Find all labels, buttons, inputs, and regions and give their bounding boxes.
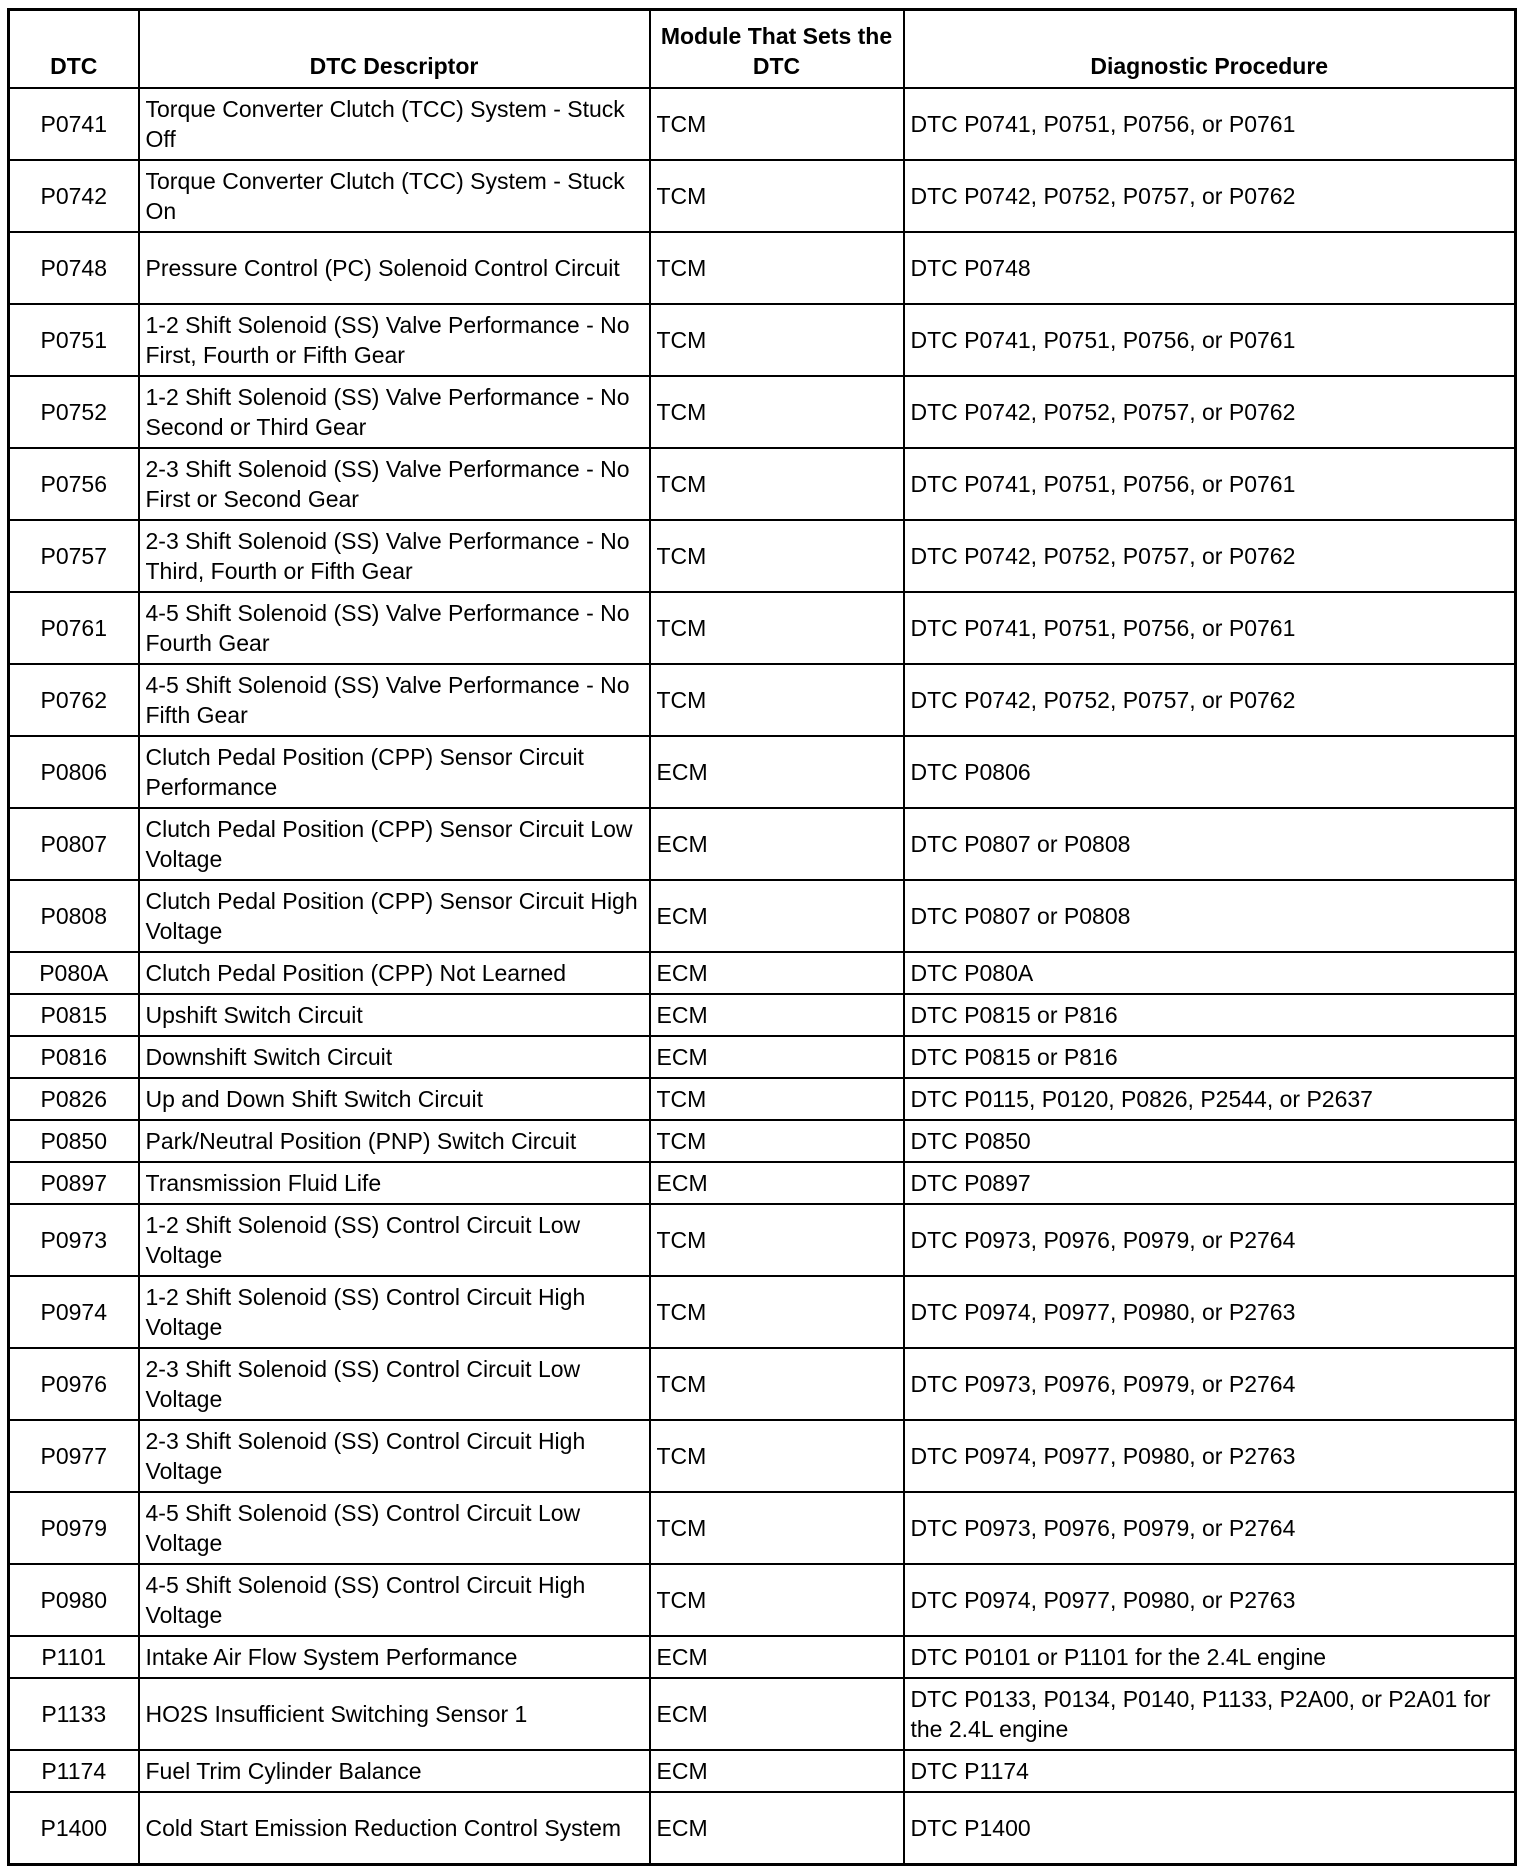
cell-module: TCM	[650, 88, 904, 160]
cell-module: TCM	[650, 160, 904, 232]
cell-descriptor: 2-3 Shift Solenoid (SS) Valve Performance - No Third, Fourth or Fifth Gear	[139, 520, 650, 592]
cell-module: ECM	[650, 1678, 904, 1750]
cell-procedure: DTC P0973, P0976, P0979, or P2764	[904, 1492, 1516, 1564]
cell-dtc: P0808	[9, 880, 139, 952]
table-header-row	[9, 10, 1516, 89]
cell-descriptor: 1-2 Shift Solenoid (SS) Valve Performance - No Second or Third Gear	[139, 376, 650, 448]
cell-dtc: P0816	[9, 1036, 139, 1078]
cell-procedure: DTC P0897	[904, 1162, 1516, 1204]
cell-module: TCM	[650, 1276, 904, 1348]
cell-module: TCM	[650, 232, 904, 304]
cell-descriptor: HO2S Insufficient Switching Sensor 1	[139, 1678, 650, 1750]
cell-descriptor: Downshift Switch Circuit	[139, 1036, 650, 1078]
cell-procedure: DTC P0741, P0751, P0756, or P0761	[904, 448, 1516, 520]
cell-module: TCM	[650, 1078, 904, 1120]
cell-descriptor: Upshift Switch Circuit	[139, 994, 650, 1036]
cell-module: ECM	[650, 1636, 904, 1678]
cell-module: ECM	[650, 808, 904, 880]
cell-procedure: DTC P0115, P0120, P0826, P2544, or P2637	[904, 1078, 1516, 1120]
cell-descriptor: 1-2 Shift Solenoid (SS) Valve Performance - No First, Fourth or Fifth Gear	[139, 304, 650, 376]
cell-procedure: DTC P0133, P0134, P0140, P1133, P2A00, or P2A01 for the 2.4L engine	[904, 1678, 1516, 1750]
table-row	[9, 232, 1516, 304]
cell-dtc: P0741	[9, 88, 139, 160]
cell-dtc: P1101	[9, 1636, 139, 1678]
cell-descriptor: Cold Start Emission Reduction Control System	[139, 1792, 650, 1865]
cell-module: TCM	[650, 1120, 904, 1162]
cell-procedure: DTC P1400	[904, 1792, 1516, 1865]
table-row	[9, 1492, 1516, 1564]
cell-procedure: DTC P0806	[904, 736, 1516, 808]
cell-descriptor: 4-5 Shift Solenoid (SS) Control Circuit Low Voltage	[139, 1492, 650, 1564]
cell-module: ECM	[650, 994, 904, 1036]
cell-procedure: DTC P0748	[904, 232, 1516, 304]
cell-dtc: P0974	[9, 1276, 139, 1348]
cell-module: TCM	[650, 448, 904, 520]
cell-dtc: P0807	[9, 808, 139, 880]
cell-dtc: P0761	[9, 592, 139, 664]
table-row	[9, 664, 1516, 736]
cell-dtc: P0751	[9, 304, 139, 376]
cell-descriptor: Intake Air Flow System Performance	[139, 1636, 650, 1678]
cell-procedure: DTC P0741, P0751, P0756, or P0761	[904, 88, 1516, 160]
table-row	[9, 520, 1516, 592]
dtc-table-container	[7, 8, 1514, 1866]
cell-dtc: P0806	[9, 736, 139, 808]
cell-procedure: DTC P0807 or P0808	[904, 808, 1516, 880]
cell-procedure: DTC P0742, P0752, P0757, or P0762	[904, 160, 1516, 232]
cell-procedure: DTC P0742, P0752, P0757, or P0762	[904, 664, 1516, 736]
cell-module: ECM	[650, 1036, 904, 1078]
cell-descriptor: 4-5 Shift Solenoid (SS) Valve Performance - No Fourth Gear	[139, 592, 650, 664]
cell-descriptor: 1-2 Shift Solenoid (SS) Control Circuit High Voltage	[139, 1276, 650, 1348]
cell-module: ECM	[650, 736, 904, 808]
cell-descriptor: Clutch Pedal Position (CPP) Not Learned	[139, 952, 650, 994]
cell-procedure: DTC P0973, P0976, P0979, or P2764	[904, 1348, 1516, 1420]
cell-descriptor: 2-3 Shift Solenoid (SS) Control Circuit High Voltage	[139, 1420, 650, 1492]
cell-descriptor: Park/Neutral Position (PNP) Switch Circuit	[139, 1120, 650, 1162]
cell-descriptor: Transmission Fluid Life	[139, 1162, 650, 1204]
cell-dtc: P0757	[9, 520, 139, 592]
header-module: Module That Sets the DTC	[650, 10, 904, 89]
cell-descriptor: 2-3 Shift Solenoid (SS) Valve Performance - No First or Second Gear	[139, 448, 650, 520]
cell-module: ECM	[650, 1792, 904, 1865]
cell-procedure: DTC P0741, P0751, P0756, or P0761	[904, 592, 1516, 664]
cell-dtc: P0756	[9, 448, 139, 520]
cell-module: TCM	[650, 592, 904, 664]
cell-dtc: P0979	[9, 1492, 139, 1564]
cell-module: TCM	[650, 1492, 904, 1564]
table-row	[9, 880, 1516, 952]
cell-descriptor: 1-2 Shift Solenoid (SS) Control Circuit Low Voltage	[139, 1204, 650, 1276]
cell-module: TCM	[650, 520, 904, 592]
cell-module: TCM	[650, 1204, 904, 1276]
cell-descriptor: 2-3 Shift Solenoid (SS) Control Circuit Low Voltage	[139, 1348, 650, 1420]
table-row	[9, 1792, 1516, 1865]
cell-module: TCM	[650, 304, 904, 376]
table-row	[9, 592, 1516, 664]
header-dtc-descriptor: DTC Descriptor	[139, 10, 650, 89]
cell-descriptor: Torque Converter Clutch (TCC) System - Stuck On	[139, 160, 650, 232]
cell-descriptor: Pressure Control (PC) Solenoid Control Circuit	[139, 232, 650, 304]
cell-dtc: P0977	[9, 1420, 139, 1492]
dtc-table	[7, 8, 1517, 1866]
table-row	[9, 1564, 1516, 1636]
cell-procedure: DTC P0974, P0977, P0980, or P2763	[904, 1276, 1516, 1348]
cell-module: TCM	[650, 664, 904, 736]
table-row	[9, 1120, 1516, 1162]
cell-procedure: DTC P080A	[904, 952, 1516, 994]
table-row	[9, 1078, 1516, 1120]
cell-dtc: P1174	[9, 1750, 139, 1792]
cell-dtc: P0980	[9, 1564, 139, 1636]
cell-procedure: DTC P0815 or P816	[904, 1036, 1516, 1078]
cell-procedure: DTC P0973, P0976, P0979, or P2764	[904, 1204, 1516, 1276]
table-row	[9, 448, 1516, 520]
table-row	[9, 160, 1516, 232]
header-dtc: DTC	[9, 10, 139, 89]
cell-dtc: P0976	[9, 1348, 139, 1420]
table-row	[9, 1420, 1516, 1492]
cell-descriptor: Up and Down Shift Switch Circuit	[139, 1078, 650, 1120]
cell-dtc: P080A	[9, 952, 139, 994]
cell-module: TCM	[650, 1348, 904, 1420]
cell-procedure: DTC P0974, P0977, P0980, or P2763	[904, 1564, 1516, 1636]
cell-descriptor: Fuel Trim Cylinder Balance	[139, 1750, 650, 1792]
cell-descriptor: Torque Converter Clutch (TCC) System - Stuck Off	[139, 88, 650, 160]
cell-dtc: P0748	[9, 232, 139, 304]
cell-dtc: P0762	[9, 664, 139, 736]
cell-module: ECM	[650, 880, 904, 952]
cell-procedure: DTC P1174	[904, 1750, 1516, 1792]
cell-procedure: DTC P0974, P0977, P0980, or P2763	[904, 1420, 1516, 1492]
table-row	[9, 1162, 1516, 1204]
cell-dtc: P0826	[9, 1078, 139, 1120]
cell-descriptor: 4-5 Shift Solenoid (SS) Control Circuit High Voltage	[139, 1564, 650, 1636]
table-row	[9, 1204, 1516, 1276]
cell-procedure: DTC P0850	[904, 1120, 1516, 1162]
cell-procedure: DTC P0101 or P1101 for the 2.4L engine	[904, 1636, 1516, 1678]
cell-descriptor: Clutch Pedal Position (CPP) Sensor Circuit Low Voltage	[139, 808, 650, 880]
cell-procedure: DTC P0742, P0752, P0757, or P0762	[904, 520, 1516, 592]
cell-procedure: DTC P0741, P0751, P0756, or P0761	[904, 304, 1516, 376]
table-row	[9, 304, 1516, 376]
header-diagnostic-procedure: Diagnostic Procedure	[904, 10, 1516, 89]
cell-module: ECM	[650, 1162, 904, 1204]
cell-dtc: P0973	[9, 1204, 139, 1276]
table-row	[9, 808, 1516, 880]
cell-procedure: DTC P0742, P0752, P0757, or P0762	[904, 376, 1516, 448]
cell-procedure: DTC P0807 or P0808	[904, 880, 1516, 952]
cell-descriptor: 4-5 Shift Solenoid (SS) Valve Performance - No Fifth Gear	[139, 664, 650, 736]
cell-module: ECM	[650, 1750, 904, 1792]
cell-module: TCM	[650, 1420, 904, 1492]
table-row	[9, 1636, 1516, 1678]
cell-dtc: P0850	[9, 1120, 139, 1162]
table-row	[9, 952, 1516, 994]
table-row	[9, 376, 1516, 448]
cell-module: TCM	[650, 1564, 904, 1636]
cell-dtc: P1133	[9, 1678, 139, 1750]
cell-dtc: P0752	[9, 376, 139, 448]
table-row	[9, 1678, 1516, 1750]
table-row	[9, 994, 1516, 1036]
table-row	[9, 1750, 1516, 1792]
cell-procedure: DTC P0815 or P816	[904, 994, 1516, 1036]
cell-module: TCM	[650, 376, 904, 448]
table-row	[9, 1036, 1516, 1078]
table-row	[9, 736, 1516, 808]
table-row	[9, 88, 1516, 160]
cell-module: ECM	[650, 952, 904, 994]
cell-descriptor: Clutch Pedal Position (CPP) Sensor Circuit Performance	[139, 736, 650, 808]
cell-dtc: P1400	[9, 1792, 139, 1865]
cell-descriptor: Clutch Pedal Position (CPP) Sensor Circuit High Voltage	[139, 880, 650, 952]
cell-dtc: P0897	[9, 1162, 139, 1204]
table-row	[9, 1348, 1516, 1420]
table-row	[9, 1276, 1516, 1348]
cell-dtc: P0815	[9, 994, 139, 1036]
cell-dtc: P0742	[9, 160, 139, 232]
